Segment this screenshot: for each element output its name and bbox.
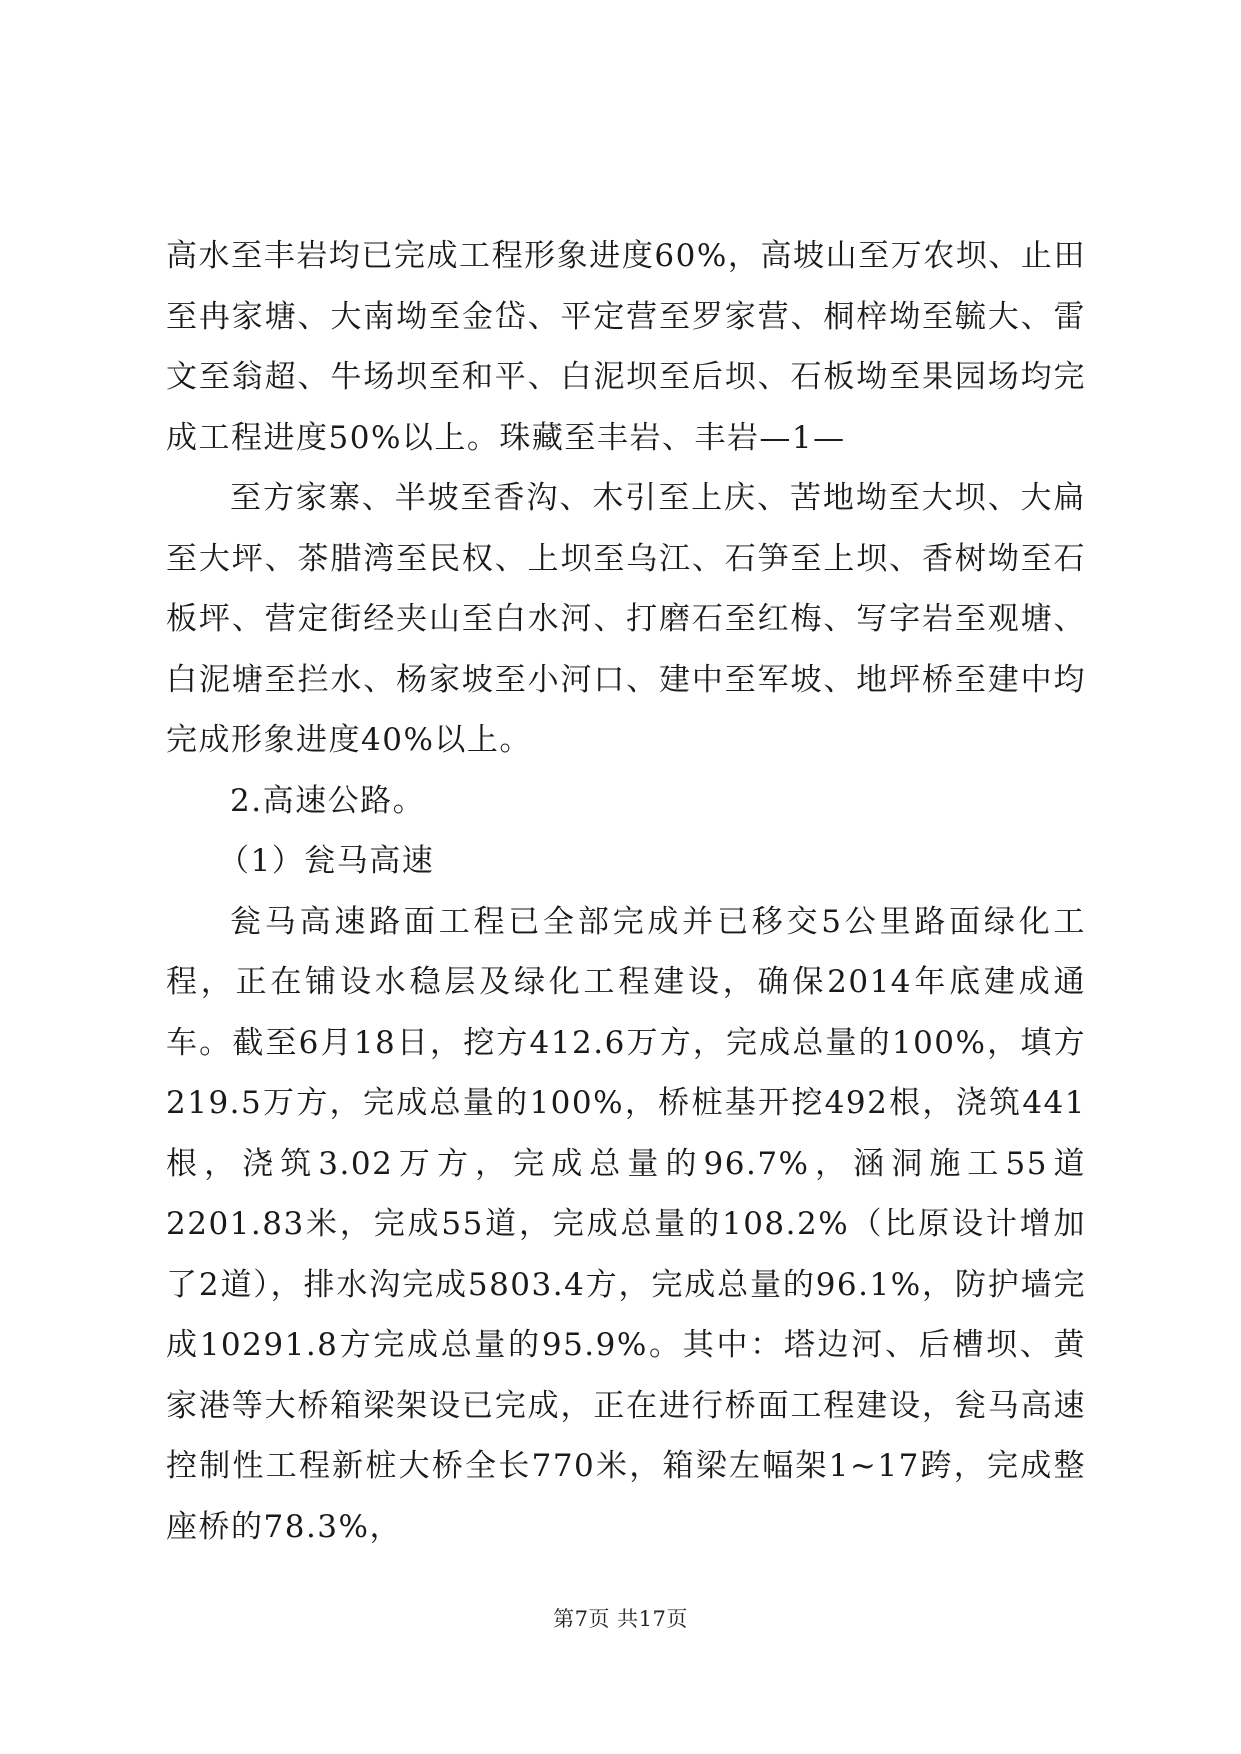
subsection-heading-wengma: （1）瓮马高速 <box>218 843 435 879</box>
page-footer: 第7页 共17页 <box>553 1607 688 1631</box>
paragraph-wengma-progress: 瓮马高速路面工程已全部完成并已移交5公里路面绿化工程，正在铺设水稳层及绿化工程建设，确保2014年底建成通车。截至6月18日，挖方412.6万方，完成总量的100%，填方219.5万方，完成总量的100%，桥桩基开挖492根，浇筑441根，浇筑3.02万方，完成总量的96.7%，涵洞施工55道2201.83米，完成55道，完成总量的108.2%（比原设计增加了2道），排水沟完成5803.4方，完成总量的96.1%，防护墙完成10291.8方完成总量的95.9%。其中：塔边河、后槽坝、黄家港等大桥箱梁架设已完成，正在进行桥面工程建设，瓮马高速控制性工程新桩大桥全长770米，箱梁左幅架1~17跨，完成整座桥的78.3%， <box>166 903 1086 1545</box>
section-heading-expressway: 2.高速公路。 <box>230 782 426 819</box>
document-body <box>166 226 1086 1557</box>
paragraph-routes-40-percent: 至方家寨、半坡至香沟、木引至上庆、苦地坳至大坝、大扁至大坪、茶腊湾至民权、上坝至乌江、石笋至上坝、香树坳至石板坪、营定街经夹山至白水河、打磨石至红梅、写字岩至观塘、白泥塘至拦水、杨家坡至小河口、建中至军坡、地坪桥至建中均完成形象进度40%以上。 <box>166 480 1086 758</box>
paragraph-continued: 高水至丰岩均已完成工程形象进度60%，高坡山至万农坝、止田至冉家塘、大南坳至金岱、平定营至罗家营、桐梓坳至毓大、雷文至翁超、牛场坝至和平、白泥坝至后坝、石板坳至果园场均完成工程进度50%以上。珠藏至丰岩、丰岩—1— <box>166 238 1086 456</box>
